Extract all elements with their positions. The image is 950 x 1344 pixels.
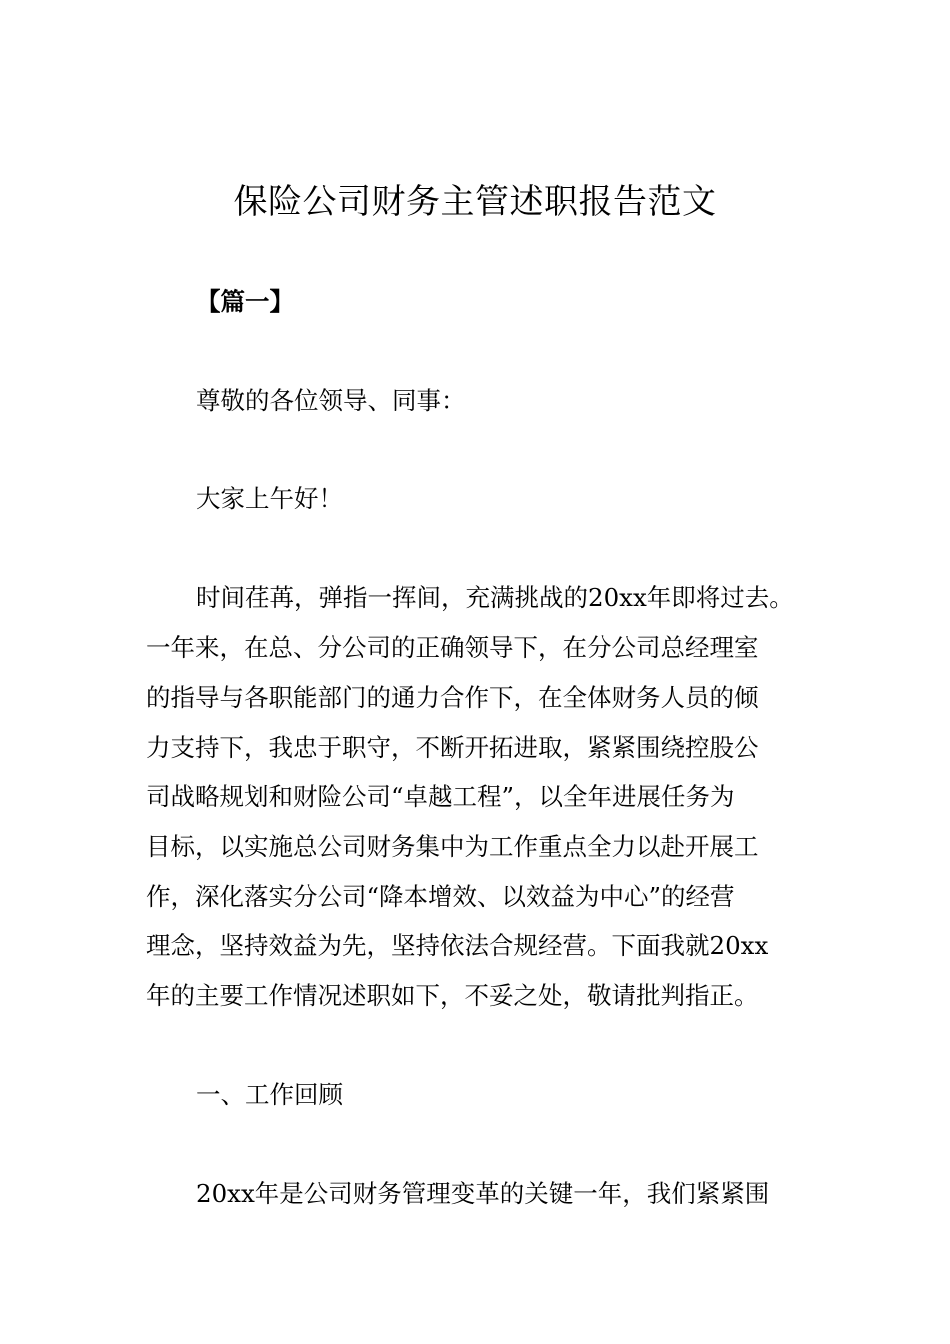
paragraph-line: 一年来，在总、分公司的正确领导下，在分公司总经理室: [146, 633, 759, 662]
salutation: 尊敬的各位领导、同事：: [196, 386, 466, 415]
paragraph-line: 年的主要工作情况述职如下，不妥之处，敬请批判指正。: [146, 981, 759, 1010]
paragraph-line: 20xx年是公司财务管理变革的关键一年，我们紧紧围: [196, 1179, 770, 1208]
document-title: 保险公司财务主管述职报告范文: [233, 182, 717, 222]
paragraph-line: 司战略规划和财险公司“卓越工程”，以全年进展任务为: [146, 782, 735, 811]
paragraph-line: 目标，以实施总公司财务集中为工作重点全力以赴开展工: [146, 832, 759, 861]
paragraph-line: 时间荏苒，弹指一挥间，充满挑战的20xx年即将过去。: [196, 583, 794, 612]
section-heading: 一、工作回顾: [196, 1080, 343, 1109]
paragraph-line: 作，深化落实分公司“降本增效、以效益为中心”的经营: [146, 882, 735, 911]
greeting: 大家上午好！: [196, 484, 343, 513]
paragraph-line: 力支持下，我忠于职守，不断开拓进取，紧紧围绕控股公: [146, 733, 759, 762]
paragraph-line: 的指导与各职能部门的通力合作下，在全体财务人员的倾: [146, 683, 759, 712]
section-label: 【篇一】: [196, 287, 294, 316]
paragraph-line: 理念，坚持效益为先，坚持依法合规经营。下面我就20xx: [146, 931, 769, 960]
